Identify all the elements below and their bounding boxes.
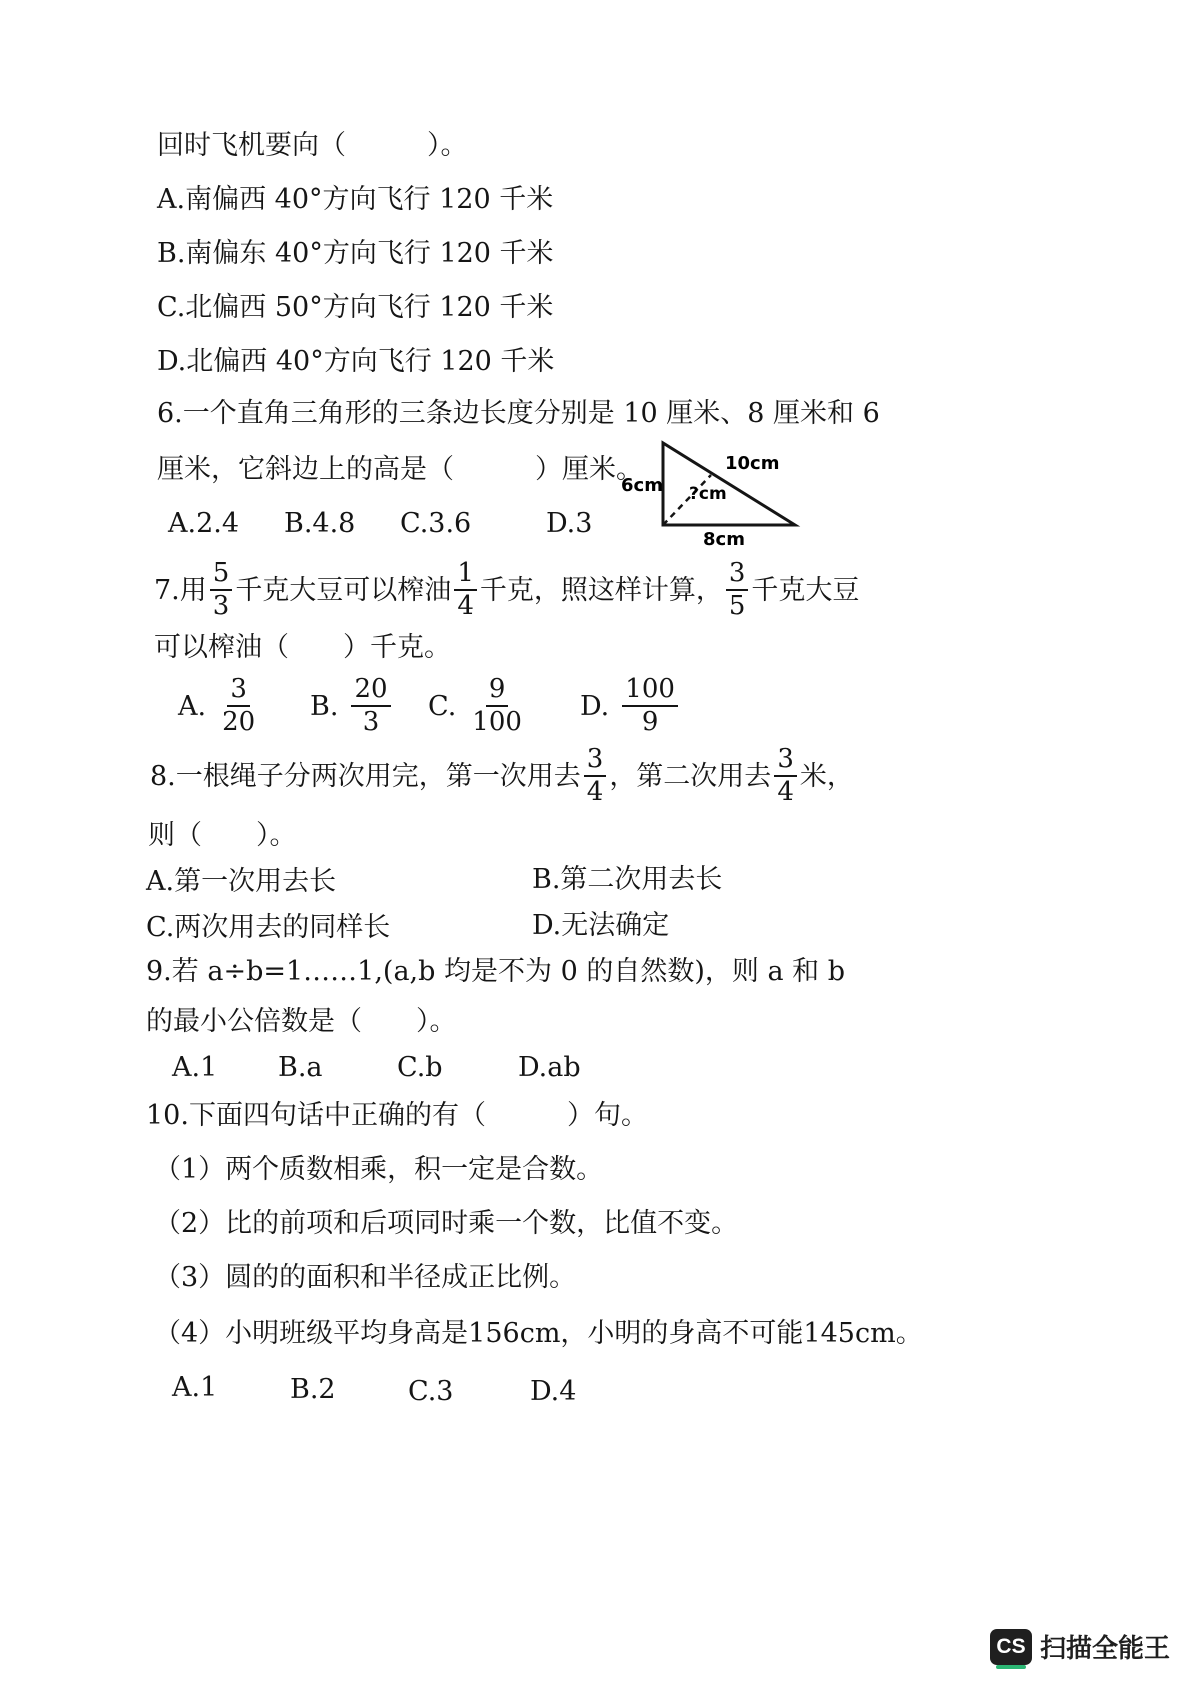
q8-option-d: D.无法确定 (532, 910, 670, 941)
camscanner-text: 扫描全能王 (1040, 1634, 1171, 1664)
q10-statement-4: （4）小明班级平均身高是156cm，小明的身高不可能145cm。 (154, 1318, 923, 1349)
q8-fraction-1 (584, 746, 607, 807)
q8-fraction-2-den: 4 (777, 777, 794, 808)
q10-statement-1: （1）两个质数相乘，积一定是合数。 (154, 1154, 604, 1185)
q7-option-a (178, 676, 261, 737)
q5-tail: 回时飞机要向（ ）。 (157, 130, 468, 161)
q7-option-d-label: D. (580, 690, 610, 722)
q9-line-1: 9.若 a÷b=1……1,(a,b 均是不为 0 的自然数)，则 a 和 b (146, 956, 845, 987)
q7-option-a-label: A. (178, 690, 207, 722)
q10-option-d: D.4 (530, 1376, 577, 1407)
q7-mid-1: 千克大豆可以榨油 (235, 574, 452, 606)
q5-option-b: B.南偏东 40°方向飞行 120 千米 (157, 238, 554, 269)
q8-line-2: 则（ ）。 (148, 820, 297, 851)
q7-option-b-fraction (351, 676, 390, 737)
q7-option-b (310, 676, 394, 737)
q7-fraction-3-den: 5 (728, 591, 746, 622)
right-triangle-figure (615, 435, 815, 550)
q8-option-c: C.两次用去的同样长 (146, 912, 391, 943)
q9-line-2: 的最小公倍数是（ ）。 (146, 1006, 457, 1037)
q7-fraction-1-den: 3 (212, 591, 230, 622)
q7-option-b-num: 20 (351, 676, 390, 707)
q10-statement-2: （2）比的前项和后项同时乘一个数，比值不变。 (154, 1208, 739, 1239)
q7-option-b-label: B. (310, 690, 339, 722)
q7-option-d-fraction (622, 676, 678, 737)
q8-line-1 (150, 746, 854, 807)
label-hypotenuse: 10cm (725, 453, 780, 474)
q10-statement-3: （3）圆的的面积和半径成正比例。 (154, 1262, 577, 1293)
q7-option-a-num: 3 (227, 676, 250, 707)
q10-option-c: C.3 (408, 1376, 454, 1407)
q5-option-c: C.北偏西 50°方向飞行 120 千米 (157, 292, 554, 323)
q7-suffix: 千克大豆 (751, 574, 860, 606)
label-left-side: 6cm (621, 475, 663, 496)
q8-fraction-2-num: 3 (774, 746, 797, 777)
q7-option-d-den: 9 (641, 707, 659, 738)
q8-suffix: 米， (799, 760, 854, 792)
q7-fraction-2-num: 1 (454, 560, 477, 591)
q7-option-c (428, 676, 528, 737)
q6-option-d: D.3 (546, 508, 593, 539)
q6-option-b: B.4.8 (284, 508, 356, 539)
q5-option-a: A.南偏西 40°方向飞行 120 千米 (157, 184, 554, 215)
q7-option-d (580, 676, 681, 737)
q7-option-c-den: 100 (472, 707, 522, 738)
q7-option-c-num: 9 (486, 676, 509, 707)
label-bottom-side: 8cm (703, 529, 745, 550)
q8-fraction-1-den: 4 (586, 777, 604, 808)
q8-prefix: 8.一根绳子分两次用完，第一次用去 (150, 760, 581, 792)
q7-fraction-1-num: 5 (210, 560, 233, 591)
label-height: ?cm (689, 484, 727, 504)
q5-option-d: D.北偏西 40°方向飞行 120 千米 (157, 346, 555, 377)
scanner-watermark (990, 1628, 1170, 1665)
q7-line-1 (154, 560, 859, 621)
q9-option-a: A.1 (172, 1052, 218, 1083)
q7-fraction-3-num: 3 (726, 560, 749, 591)
q7-fraction-2-den: 4 (457, 591, 474, 622)
q7-option-c-fraction (469, 676, 525, 737)
q6-option-c: C.3.6 (400, 508, 472, 539)
q7-option-b-den: 3 (362, 707, 380, 738)
q9-option-d: D.ab (518, 1052, 581, 1083)
q8-mid: ，第二次用去 (609, 760, 772, 792)
q6-line-1: 6.一个直角三角形的三条边长度分别是 10 厘米、8 厘米和 6 (157, 398, 880, 429)
q6-option-a: A.2.4 (168, 508, 240, 539)
q7-option-a-fraction (219, 676, 258, 737)
q6-line-2: 厘米，它斜边上的高是（ ）厘米。 (157, 454, 643, 485)
camscanner-logo: CS (990, 1629, 1032, 1665)
q7-option-a-den: 20 (222, 707, 256, 738)
q8-option-b: B.第二次用去长 (532, 864, 723, 895)
q8-option-a: A.第一次用去长 (146, 866, 337, 897)
q8-fraction-2 (774, 746, 797, 807)
q10-option-a: A.1 (172, 1372, 218, 1403)
q8-fraction-1-num: 3 (584, 746, 607, 777)
q7-prefix: 7.用 (154, 574, 207, 606)
q7-mid-2: 千克，照这样计算， (479, 574, 723, 606)
q7-fraction-2 (454, 560, 477, 621)
q10-option-b: B.2 (290, 1374, 336, 1405)
q9-option-c: C.b (397, 1052, 443, 1083)
q7-fraction-3 (726, 560, 749, 621)
q9-option-b: B.a (278, 1052, 323, 1083)
q10-line-1: 10.下面四句话中正确的有（ ）句。 (146, 1100, 648, 1131)
q7-option-c-label: C. (428, 690, 457, 722)
q7-fraction-1 (210, 560, 233, 621)
q7-option-d-num: 100 (622, 676, 678, 707)
q7-line-2: 可以榨油（ ）千克。 (154, 632, 451, 663)
